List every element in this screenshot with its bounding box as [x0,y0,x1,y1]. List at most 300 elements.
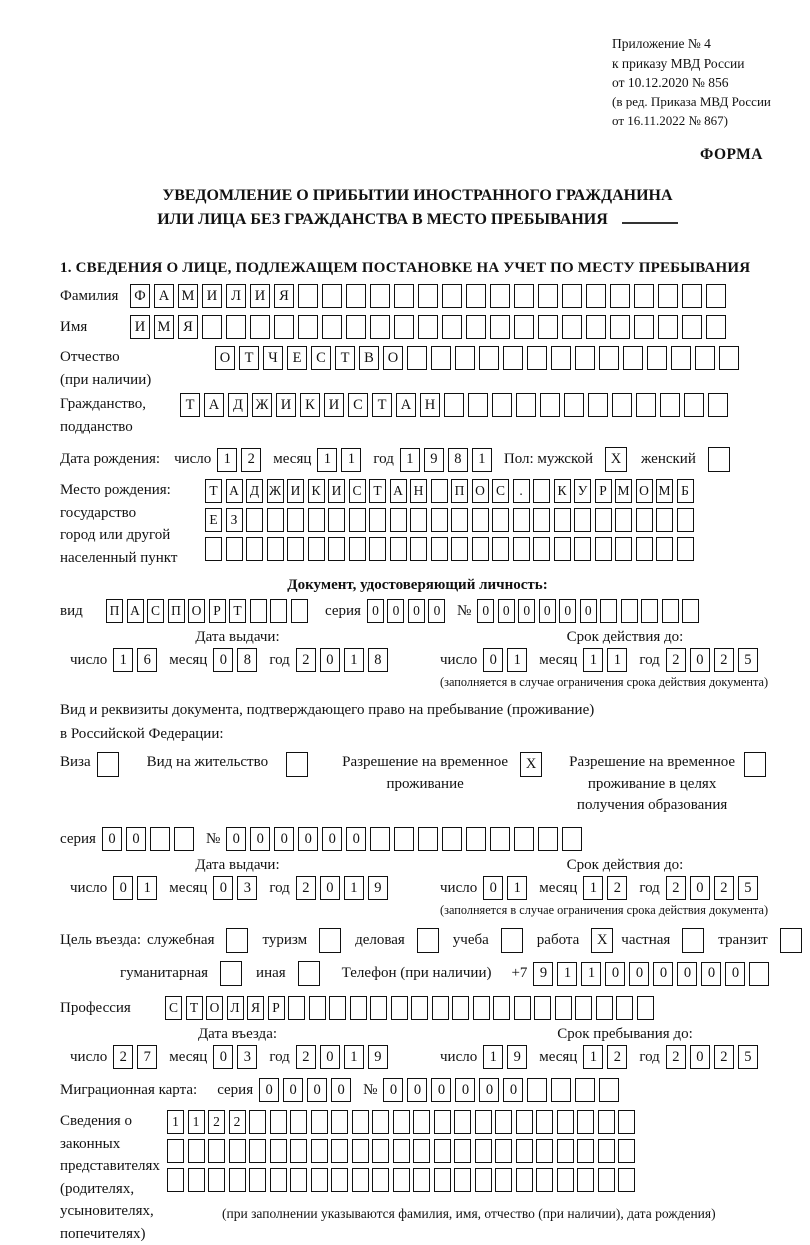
char-cell[interactable] [249,1139,266,1163]
char-cell[interactable]: И [328,479,345,503]
char-cell[interactable]: 0 [605,962,625,986]
char-cell[interactable]: 0 [503,1078,523,1102]
char-cell[interactable] [431,479,448,503]
char-cell[interactable] [352,1139,369,1163]
char-cell[interactable] [454,1168,471,1192]
char-cell[interactable]: X [605,447,627,472]
char-cell[interactable] [708,393,728,417]
char-cell[interactable]: 0 [629,962,649,986]
char-cell[interactable] [352,1110,369,1134]
char-cell[interactable]: 0 [213,648,233,672]
char-cell[interactable] [637,996,654,1020]
char-cell[interactable] [270,1110,287,1134]
char-cell[interactable] [390,508,407,532]
char-cell[interactable]: 1 [341,448,361,472]
char-cell[interactable] [208,1168,225,1192]
char-cell[interactable] [308,537,325,561]
char-cell[interactable] [220,961,242,986]
char-cell[interactable] [472,537,489,561]
char-cell[interactable] [393,1139,410,1163]
char-cell[interactable] [394,284,414,308]
char-cell[interactable]: 6 [137,648,157,672]
char-cell[interactable]: 0 [477,599,494,623]
char-cell[interactable] [410,537,427,561]
char-cell[interactable] [780,928,802,953]
char-cell[interactable] [308,508,325,532]
char-cell[interactable]: Б [677,479,694,503]
char-cell[interactable] [574,537,591,561]
char-cell[interactable] [554,508,571,532]
char-cell[interactable]: 1 [557,962,577,986]
char-cell[interactable]: 1 [400,448,420,472]
char-cell[interactable] [656,508,673,532]
char-cell[interactable] [444,393,464,417]
char-cell[interactable] [562,284,582,308]
char-cell[interactable]: Я [247,996,264,1020]
char-cell[interactable]: 8 [237,648,257,672]
char-cell[interactable] [369,508,386,532]
char-cell[interactable]: 0 [322,827,342,851]
char-cell[interactable] [610,284,630,308]
char-cell[interactable]: П [106,599,123,623]
char-cell[interactable]: Т [335,346,355,370]
char-cell[interactable]: Н [420,393,440,417]
char-cell[interactable] [287,508,304,532]
char-cell[interactable]: И [276,393,296,417]
char-cell[interactable] [575,346,595,370]
char-cell[interactable]: 2 [607,1045,627,1069]
char-cell[interactable] [418,827,438,851]
char-cell[interactable] [413,1139,430,1163]
char-cell[interactable]: И [202,284,222,308]
char-cell[interactable] [246,508,263,532]
char-cell[interactable] [249,1110,266,1134]
char-cell[interactable]: . [513,479,530,503]
char-cell[interactable]: 0 [518,599,535,623]
char-cell[interactable] [167,1168,184,1192]
char-cell[interactable] [226,928,248,953]
char-cell[interactable] [708,447,730,472]
char-cell[interactable]: 0 [483,876,503,900]
char-cell[interactable]: О [215,346,235,370]
char-cell[interactable]: Ф [130,284,150,308]
char-cell[interactable] [431,537,448,561]
char-cell[interactable]: 0 [126,827,146,851]
char-cell[interactable]: 2 [714,876,734,900]
char-cell[interactable] [538,315,558,339]
char-cell[interactable]: 1 [607,648,627,672]
char-cell[interactable] [744,752,766,777]
char-cell[interactable]: 0 [320,648,340,672]
char-cell[interactable] [490,315,510,339]
char-cell[interactable] [598,1139,615,1163]
char-cell[interactable]: Р [595,479,612,503]
char-cell[interactable] [291,599,308,623]
char-cell[interactable] [434,1168,451,1192]
char-cell[interactable]: М [615,479,632,503]
char-cell[interactable] [557,1168,574,1192]
char-cell[interactable]: А [396,393,416,417]
char-cell[interactable] [538,827,558,851]
char-cell[interactable]: 0 [407,1078,427,1102]
char-cell[interactable]: 1 [188,1110,205,1134]
char-cell[interactable] [516,393,536,417]
char-cell[interactable]: С [147,599,164,623]
char-cell[interactable]: С [165,996,182,1020]
char-cell[interactable] [493,996,510,1020]
char-cell[interactable] [636,508,653,532]
char-cell[interactable]: Я [178,315,198,339]
char-cell[interactable]: 0 [250,827,270,851]
char-cell[interactable]: 0 [226,827,246,851]
char-cell[interactable] [369,537,386,561]
char-cell[interactable] [249,1168,266,1192]
char-cell[interactable]: Д [228,393,248,417]
char-cell[interactable]: 0 [580,599,597,623]
char-cell[interactable] [682,599,699,623]
char-cell[interactable]: О [472,479,489,503]
char-cell[interactable]: 1 [167,1110,184,1134]
char-cell[interactable] [286,752,308,777]
char-cell[interactable] [514,284,534,308]
char-cell[interactable] [533,508,550,532]
char-cell[interactable]: 0 [498,599,515,623]
char-cell[interactable] [492,393,512,417]
char-cell[interactable] [514,827,534,851]
char-cell[interactable]: 0 [428,599,445,623]
char-cell[interactable] [557,1139,574,1163]
char-cell[interactable] [677,508,694,532]
char-cell[interactable] [229,1168,246,1192]
char-cell[interactable] [454,1110,471,1134]
char-cell[interactable] [311,1139,328,1163]
char-cell[interactable] [575,1078,595,1102]
char-cell[interactable]: С [311,346,331,370]
char-cell[interactable] [527,1078,547,1102]
char-cell[interactable]: 0 [383,1078,403,1102]
char-cell[interactable] [536,1168,553,1192]
char-cell[interactable]: 1 [472,448,492,472]
char-cell[interactable] [329,996,346,1020]
char-cell[interactable]: 0 [213,1045,233,1069]
char-cell[interactable]: 2 [208,1110,225,1134]
char-cell[interactable] [516,1110,533,1134]
char-cell[interactable] [290,1168,307,1192]
char-cell[interactable]: 1 [583,1045,603,1069]
char-cell[interactable]: 0 [677,962,697,986]
char-cell[interactable] [322,315,342,339]
char-cell[interactable]: Т [186,996,203,1020]
char-cell[interactable] [538,284,558,308]
char-cell[interactable] [534,996,551,1020]
char-cell[interactable] [551,346,571,370]
char-cell[interactable] [677,537,694,561]
char-cell[interactable] [393,1110,410,1134]
char-cell[interactable] [495,1139,512,1163]
char-cell[interactable] [492,508,509,532]
char-cell[interactable]: 0 [102,827,122,851]
char-cell[interactable] [349,537,366,561]
char-cell[interactable] [472,508,489,532]
char-cell[interactable] [311,1110,328,1134]
char-cell[interactable]: 0 [346,827,366,851]
char-cell[interactable] [533,537,550,561]
char-cell[interactable] [495,1110,512,1134]
char-cell[interactable]: 2 [113,1045,133,1069]
char-cell[interactable]: А [154,284,174,308]
char-cell[interactable] [706,315,726,339]
char-cell[interactable] [311,1168,328,1192]
char-cell[interactable]: Т [180,393,200,417]
char-cell[interactable]: К [300,393,320,417]
char-cell[interactable] [411,996,428,1020]
char-cell[interactable]: 0 [408,599,425,623]
char-cell[interactable] [615,508,632,532]
char-cell[interactable]: 0 [690,876,710,900]
char-cell[interactable]: 1 [317,448,337,472]
char-cell[interactable] [636,537,653,561]
char-cell[interactable] [596,996,613,1020]
char-cell[interactable]: 0 [298,827,318,851]
char-cell[interactable]: 2 [296,1045,316,1069]
char-cell[interactable] [167,1139,184,1163]
char-cell[interactable] [600,599,617,623]
char-cell[interactable]: Ж [267,479,284,503]
char-cell[interactable] [501,928,523,953]
char-cell[interactable] [331,1110,348,1134]
char-cell[interactable] [598,1168,615,1192]
char-cell[interactable]: Л [227,996,244,1020]
char-cell[interactable]: 9 [507,1045,527,1069]
char-cell[interactable] [527,346,547,370]
char-cell[interactable] [466,827,486,851]
char-cell[interactable]: 0 [331,1078,351,1102]
char-cell[interactable] [610,315,630,339]
char-cell[interactable] [205,537,222,561]
char-cell[interactable] [479,346,499,370]
char-cell[interactable] [418,284,438,308]
char-cell[interactable] [328,508,345,532]
char-cell[interactable]: 0 [259,1078,279,1102]
char-cell[interactable]: И [287,479,304,503]
char-cell[interactable]: 0 [307,1078,327,1102]
char-cell[interactable]: 0 [320,876,340,900]
char-cell[interactable] [451,508,468,532]
char-cell[interactable]: 9 [368,1045,388,1069]
char-cell[interactable] [290,1139,307,1163]
char-cell[interactable]: О [383,346,403,370]
char-cell[interactable] [612,393,632,417]
char-cell[interactable]: 0 [320,1045,340,1069]
char-cell[interactable]: Ж [252,393,272,417]
char-cell[interactable] [288,996,305,1020]
char-cell[interactable]: С [492,479,509,503]
char-cell[interactable]: Н [410,479,427,503]
char-cell[interactable]: 0 [559,599,576,623]
char-cell[interactable] [595,537,612,561]
char-cell[interactable] [557,1110,574,1134]
char-cell[interactable] [267,537,284,561]
char-cell[interactable]: 1 [507,648,527,672]
char-cell[interactable] [454,1139,471,1163]
char-cell[interactable]: 1 [344,648,364,672]
char-cell[interactable]: 1 [583,648,603,672]
char-cell[interactable] [246,537,263,561]
char-cell[interactable] [287,537,304,561]
char-cell[interactable]: Е [205,508,222,532]
char-cell[interactable] [577,1139,594,1163]
char-cell[interactable] [267,508,284,532]
char-cell[interactable]: 8 [368,648,388,672]
char-cell[interactable] [390,537,407,561]
char-cell[interactable] [150,827,170,851]
char-cell[interactable] [418,315,438,339]
char-cell[interactable]: Т [205,479,222,503]
char-cell[interactable]: 2 [666,648,686,672]
char-cell[interactable] [417,928,439,953]
char-cell[interactable] [468,393,488,417]
char-cell[interactable]: И [324,393,344,417]
char-cell[interactable]: 0 [213,876,233,900]
char-cell[interactable] [413,1110,430,1134]
char-cell[interactable]: 0 [539,599,556,623]
char-cell[interactable] [229,1139,246,1163]
char-cell[interactable] [577,1168,594,1192]
char-cell[interactable] [434,1139,451,1163]
char-cell[interactable] [636,393,656,417]
char-cell[interactable]: X [591,928,613,953]
char-cell[interactable] [188,1168,205,1192]
char-cell[interactable] [226,537,243,561]
char-cell[interactable] [346,284,366,308]
char-cell[interactable]: 3 [237,876,257,900]
char-cell[interactable] [370,827,390,851]
char-cell[interactable]: С [348,393,368,417]
char-cell[interactable] [274,315,294,339]
char-cell[interactable] [490,827,510,851]
char-cell[interactable] [97,752,119,777]
char-cell[interactable] [586,284,606,308]
char-cell[interactable] [370,996,387,1020]
char-cell[interactable] [451,537,468,561]
char-cell[interactable] [352,1168,369,1192]
char-cell[interactable]: В [359,346,379,370]
char-cell[interactable]: 1 [113,648,133,672]
char-cell[interactable] [226,315,246,339]
char-cell[interactable] [513,508,530,532]
char-cell[interactable] [393,1168,410,1192]
char-cell[interactable]: 0 [367,599,384,623]
char-cell[interactable] [298,284,318,308]
char-cell[interactable] [634,284,654,308]
char-cell[interactable] [298,315,318,339]
char-cell[interactable] [555,996,572,1020]
char-cell[interactable] [536,1139,553,1163]
char-cell[interactable] [270,1139,287,1163]
char-cell[interactable] [432,996,449,1020]
char-cell[interactable]: 0 [690,648,710,672]
char-cell[interactable] [270,1168,287,1192]
char-cell[interactable] [455,346,475,370]
char-cell[interactable]: И [130,315,150,339]
char-cell[interactable] [554,537,571,561]
char-cell[interactable]: Р [268,996,285,1020]
char-cell[interactable] [370,284,390,308]
char-cell[interactable] [577,1110,594,1134]
char-cell[interactable] [319,928,341,953]
char-cell[interactable] [514,315,534,339]
char-cell[interactable] [551,1078,571,1102]
char-cell[interactable]: 2 [714,1045,734,1069]
char-cell[interactable] [540,393,560,417]
char-cell[interactable] [250,599,267,623]
char-cell[interactable] [615,537,632,561]
char-cell[interactable] [174,827,194,851]
char-cell[interactable] [516,1139,533,1163]
char-cell[interactable]: 2 [241,448,261,472]
char-cell[interactable]: П [451,479,468,503]
char-cell[interactable] [372,1139,389,1163]
char-cell[interactable] [492,537,509,561]
char-cell[interactable] [442,315,462,339]
char-cell[interactable] [641,599,658,623]
char-cell[interactable]: 9 [533,962,553,986]
char-cell[interactable] [188,1139,205,1163]
char-cell[interactable] [434,1110,451,1134]
char-cell[interactable] [442,284,462,308]
char-cell[interactable] [431,346,451,370]
char-cell[interactable] [475,1168,492,1192]
char-cell[interactable] [298,961,320,986]
char-cell[interactable] [452,996,469,1020]
char-cell[interactable] [684,393,704,417]
char-cell[interactable]: 0 [387,599,404,623]
char-cell[interactable] [658,284,678,308]
char-cell[interactable] [475,1110,492,1134]
char-cell[interactable] [270,599,287,623]
char-cell[interactable] [490,284,510,308]
char-cell[interactable] [621,599,638,623]
char-cell[interactable] [719,346,739,370]
char-cell[interactable] [466,315,486,339]
char-cell[interactable] [372,1168,389,1192]
char-cell[interactable] [682,928,704,953]
char-cell[interactable]: 3 [237,1045,257,1069]
char-cell[interactable]: 1 [583,876,603,900]
char-cell[interactable] [662,599,679,623]
char-cell[interactable] [349,508,366,532]
char-cell[interactable]: А [390,479,407,503]
char-cell[interactable]: М [178,284,198,308]
char-cell[interactable] [586,315,606,339]
char-cell[interactable] [350,996,367,1020]
char-cell[interactable] [466,284,486,308]
char-cell[interactable]: 2 [229,1110,246,1134]
char-cell[interactable]: О [206,996,223,1020]
char-cell[interactable] [346,315,366,339]
char-cell[interactable]: А [204,393,224,417]
char-cell[interactable]: И [250,284,270,308]
char-cell[interactable]: Я [274,284,294,308]
char-cell[interactable] [671,346,691,370]
char-cell[interactable] [595,508,612,532]
char-cell[interactable]: Л [226,284,246,308]
char-cell[interactable]: 2 [296,876,316,900]
char-cell[interactable]: 2 [666,1045,686,1069]
char-cell[interactable] [706,284,726,308]
char-cell[interactable]: 0 [725,962,745,986]
char-cell[interactable] [599,346,619,370]
